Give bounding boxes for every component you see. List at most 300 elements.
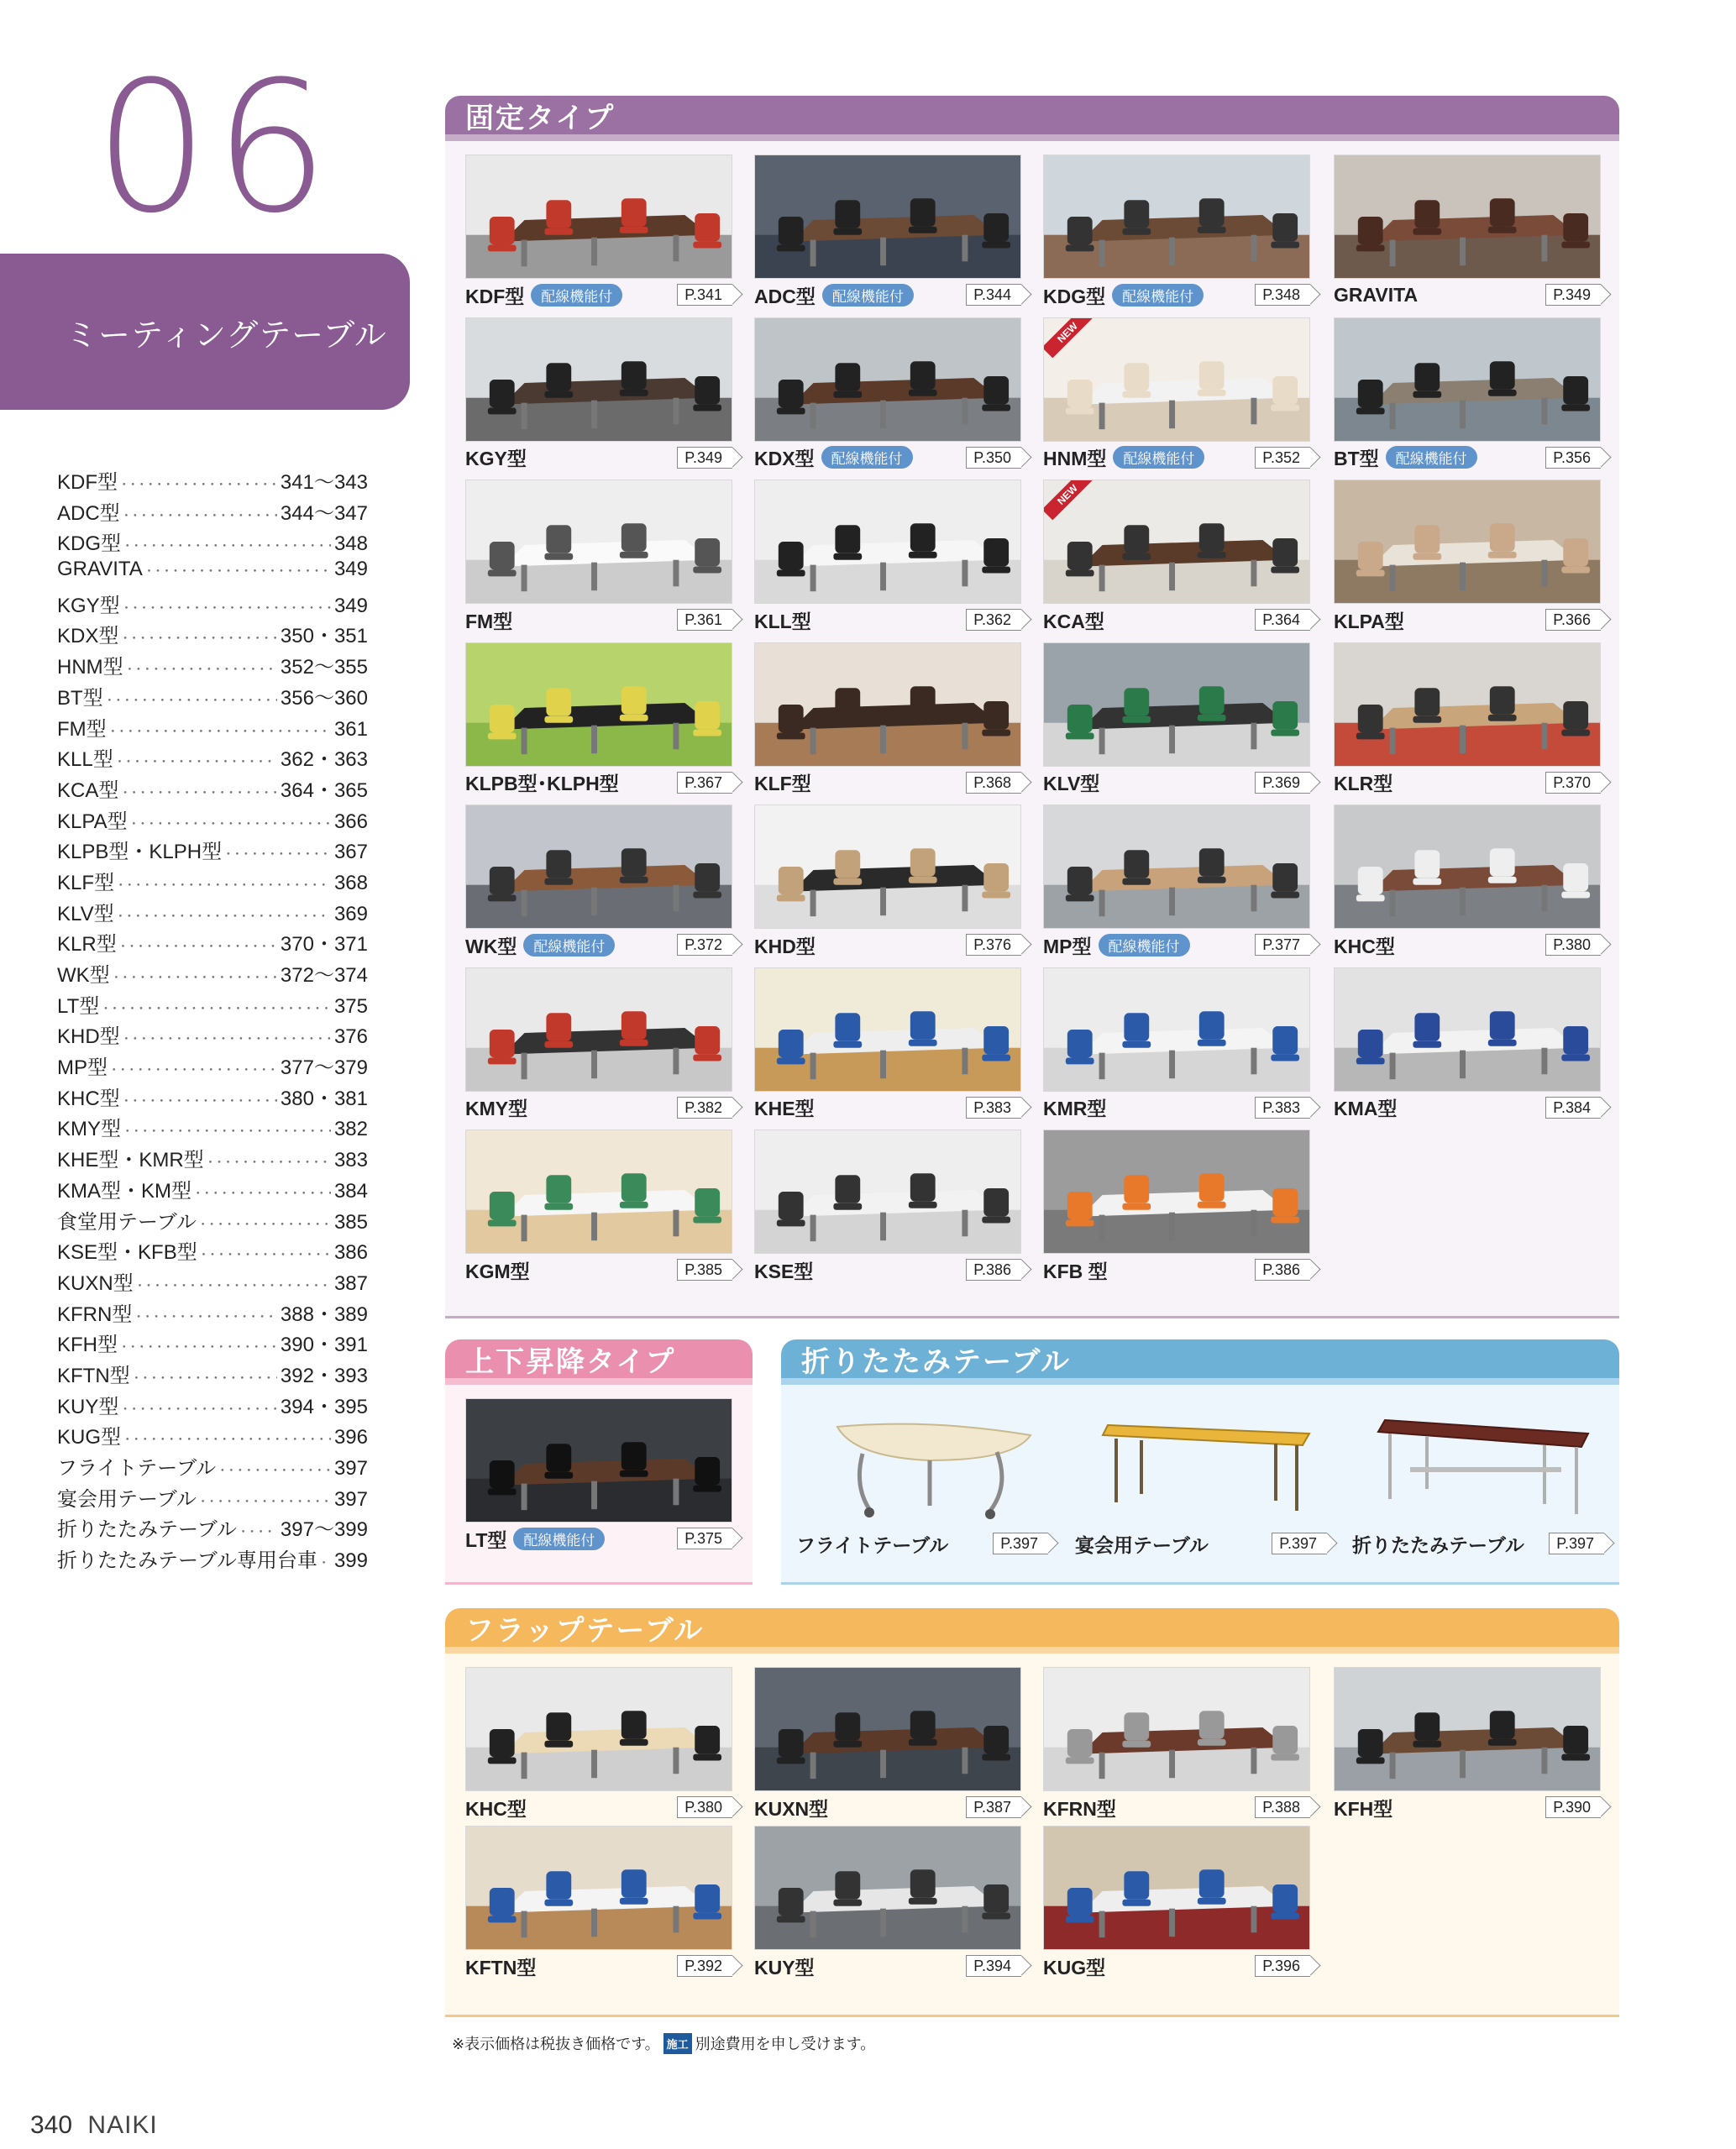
- chair-seat: [693, 729, 721, 736]
- chair-seat: [777, 407, 805, 414]
- product-photo[interactable]: [754, 480, 1021, 604]
- product-photo[interactable]: [754, 1130, 1021, 1254]
- page-reference[interactable]: P.366: [1545, 609, 1601, 631]
- product-card[interactable]: [1334, 642, 1601, 796]
- index-row[interactable]: [57, 1082, 368, 1113]
- wiring-badge: 配線機能付: [513, 1528, 605, 1550]
- chair-back: [1124, 525, 1149, 553]
- product-card[interactable]: [1043, 1130, 1310, 1283]
- product-photo[interactable]: [1043, 317, 1310, 442]
- index-row[interactable]: [57, 465, 368, 496]
- page-reference[interactable]: P.349: [1545, 284, 1601, 306]
- product-caption: [465, 1256, 732, 1283]
- index-row[interactable]: [57, 1205, 368, 1236]
- product-card[interactable]: [754, 642, 1021, 796]
- index-row[interactable]: [57, 1143, 368, 1174]
- product-photo[interactable]: [1352, 1402, 1619, 1528]
- table-leg: [673, 885, 679, 912]
- chair-back: [1563, 376, 1588, 405]
- page-reference[interactable]: P.372: [677, 934, 732, 956]
- product-photo[interactable]: [1334, 967, 1601, 1092]
- table-leg: [1251, 1748, 1256, 1774]
- new-label-text: NEW: [1043, 317, 1093, 358]
- chair-seat: [982, 242, 1010, 249]
- product-card[interactable]: [754, 1826, 1021, 1979]
- chair-seat: [693, 1913, 721, 1920]
- product-caption: [465, 444, 732, 471]
- chair-back: [490, 1888, 515, 1916]
- page-reference[interactable]: P.369: [1255, 772, 1310, 794]
- product-card[interactable]: [1043, 967, 1310, 1121]
- table-leg: [591, 1750, 597, 1779]
- index-row[interactable]: [57, 1328, 368, 1359]
- index-row[interactable]: [57, 1390, 368, 1421]
- index-row[interactable]: [57, 527, 368, 558]
- product-photo[interactable]: [465, 1667, 732, 1791]
- product-caption: [465, 1525, 732, 1552]
- product-caption: [754, 1256, 1021, 1283]
- chair-back: [490, 1030, 515, 1058]
- chair-back: [1563, 863, 1588, 892]
- product-card[interactable]: [1075, 1402, 1327, 1557]
- chair-seat: [1488, 389, 1517, 396]
- product-photo[interactable]: [1334, 480, 1601, 604]
- index-row[interactable]: [57, 1297, 368, 1329]
- chair-seat: [1413, 228, 1441, 235]
- chair-back: [983, 1884, 1009, 1913]
- page-reference[interactable]: P.386: [966, 1259, 1021, 1281]
- index-row[interactable]: [57, 989, 368, 1020]
- product-card[interactable]: [1352, 1402, 1604, 1557]
- page-reference[interactable]: P.397: [993, 1533, 1048, 1554]
- page-reference[interactable]: P.380: [677, 1796, 732, 1818]
- chair-back: [1563, 538, 1588, 567]
- product-card[interactable]: [1334, 967, 1601, 1121]
- section-fixed-title: 固定タイプ: [465, 102, 616, 134]
- page-reference[interactable]: P.384: [1545, 1097, 1601, 1119]
- product-card[interactable]: [1334, 480, 1601, 633]
- table-leg: [1390, 1052, 1396, 1079]
- chair-back: [1067, 380, 1093, 408]
- chair-back: [1067, 1729, 1093, 1758]
- product-card[interactable]: [465, 1130, 732, 1283]
- product-photo[interactable]: [754, 155, 1021, 279]
- page-reference[interactable]: P.349: [677, 447, 732, 469]
- index-name: KHD型: [57, 1025, 120, 1049]
- index-page: 376: [333, 1025, 368, 1049]
- product-card[interactable]: [754, 317, 1021, 471]
- product-model-name: KDF型: [465, 285, 525, 307]
- chair-back: [1563, 213, 1588, 242]
- index-row[interactable]: [57, 835, 368, 866]
- index-row[interactable]: [57, 1482, 368, 1513]
- index-row[interactable]: [57, 1174, 368, 1205]
- page-reference[interactable]: P.388: [1255, 1796, 1310, 1818]
- index-row[interactable]: [57, 619, 368, 650]
- chair-seat: [1413, 1040, 1441, 1047]
- product-photo[interactable]: [1334, 1667, 1601, 1791]
- chair-seat: [1488, 552, 1517, 558]
- index-row[interactable]: [57, 897, 368, 928]
- chair-seat: [833, 1040, 862, 1047]
- chair-seat: [544, 715, 573, 722]
- table-leg: [1099, 565, 1105, 592]
- product-card[interactable]: [796, 1402, 1048, 1557]
- product-photo[interactable]: [1043, 1826, 1310, 1950]
- product-caption: [1334, 1794, 1601, 1821]
- index-row[interactable]: [57, 496, 368, 527]
- index-row[interactable]: [57, 1112, 368, 1143]
- table-leg: [673, 235, 679, 262]
- table-leg: [962, 722, 968, 749]
- product-caption: [1043, 606, 1310, 633]
- index-name: KUXN型: [57, 1271, 134, 1295]
- chair-seat: [1561, 1754, 1590, 1761]
- product-photo[interactable]: [1334, 155, 1601, 279]
- chair-back: [910, 361, 936, 390]
- index-page: 377～379: [280, 1056, 368, 1080]
- product-photo[interactable]: [465, 967, 732, 1092]
- product-photo[interactable]: [1334, 642, 1601, 767]
- index-name: LT型: [57, 994, 100, 1018]
- chair-back: [490, 867, 515, 895]
- table-leg: [880, 563, 886, 591]
- product-model-name: KGY型: [465, 448, 527, 469]
- chair-seat: [777, 1057, 805, 1064]
- page-reference[interactable]: P.387: [966, 1796, 1021, 1818]
- index-row[interactable]: [57, 1019, 368, 1051]
- chair-back: [1067, 867, 1093, 895]
- product-photo[interactable]: [465, 1398, 732, 1523]
- table-leg: [1099, 402, 1105, 429]
- chair-back: [1358, 1729, 1383, 1758]
- index-leader-dots: [131, 815, 331, 832]
- index-row[interactable]: [57, 866, 368, 897]
- index-row[interactable]: [57, 958, 368, 989]
- product-card[interactable]: [465, 642, 732, 796]
- page-reference[interactable]: P.375: [677, 1528, 732, 1549]
- section-folding-body: [781, 1385, 1619, 1585]
- product-caption: [1043, 931, 1310, 958]
- page-reference[interactable]: P.385: [677, 1259, 732, 1281]
- product-photo[interactable]: [1075, 1402, 1342, 1528]
- product-card[interactable]: [754, 1667, 1021, 1821]
- chair-back: [1272, 701, 1298, 730]
- chair-seat: [488, 1916, 517, 1923]
- index-leader-dots: [135, 1308, 277, 1325]
- index-row[interactable]: [57, 1420, 368, 1451]
- index-leader-dots: [123, 599, 331, 616]
- product-photo-illustration: [466, 155, 732, 278]
- chair-seat: [777, 1220, 805, 1227]
- chair-back: [779, 380, 804, 408]
- product-photo[interactable]: [1334, 805, 1601, 929]
- page-reference[interactable]: P.397: [1272, 1533, 1327, 1554]
- product-card[interactable]: [1043, 1826, 1310, 1979]
- product-card[interactable]: [1043, 1667, 1310, 1821]
- table-leg: [880, 1750, 886, 1779]
- product-card[interactable]: [1334, 805, 1601, 958]
- product-caption: [465, 1794, 732, 1821]
- chair-back: [910, 1173, 936, 1202]
- chair-seat: [982, 1913, 1010, 1920]
- product-photo[interactable]: [1043, 480, 1310, 604]
- product-photo[interactable]: [754, 1826, 1021, 1950]
- chair-back: [1067, 1030, 1093, 1058]
- index-row[interactable]: [57, 1512, 368, 1544]
- chair-back: [695, 1026, 720, 1055]
- index-leader-dots: [107, 691, 277, 709]
- index-name: KLF型: [57, 871, 115, 894]
- page-reference[interactable]: P.383: [1255, 1097, 1310, 1119]
- page-reference[interactable]: P.356: [1545, 447, 1601, 469]
- product-photo-illustration: [1044, 318, 1309, 441]
- index-row[interactable]: [57, 1266, 368, 1297]
- chair-back: [695, 213, 720, 242]
- product-photo[interactable]: [1043, 967, 1310, 1092]
- index-row[interactable]: [57, 742, 368, 773]
- table-leg: [1390, 402, 1396, 429]
- product-photo[interactable]: [754, 317, 1021, 442]
- index-leader-dots: [123, 506, 277, 524]
- table-leg: [859, 1452, 1001, 1511]
- index-row[interactable]: [57, 1359, 368, 1390]
- chair-back: [1199, 1869, 1225, 1898]
- chair-seat: [982, 729, 1010, 736]
- chair-seat: [1198, 389, 1226, 396]
- chair-seat: [1561, 892, 1590, 899]
- table-leg: [1169, 1050, 1175, 1078]
- index-row[interactable]: [57, 589, 368, 620]
- product-card[interactable]: [754, 480, 1021, 633]
- product-caption: [465, 1094, 732, 1121]
- index-page: 352～355: [280, 656, 368, 679]
- product-card[interactable]: [1043, 805, 1310, 958]
- chair-seat: [488, 1758, 517, 1764]
- product-caption: [754, 1094, 1021, 1121]
- product-model-name: KFRN型: [1043, 1797, 1116, 1820]
- index-name: KLPA型: [57, 810, 128, 833]
- chair-back: [835, 1013, 860, 1041]
- product-caption: [754, 769, 1021, 796]
- index-row[interactable]: [57, 773, 368, 805]
- index-row[interactable]: [57, 1235, 368, 1266]
- page-reference[interactable]: P.364: [1255, 609, 1310, 631]
- product-photo-illustration: [755, 318, 1020, 441]
- product-card[interactable]: [1334, 1667, 1601, 1821]
- index-row[interactable]: [57, 681, 368, 712]
- page-reference[interactable]: P.352: [1255, 447, 1310, 469]
- chair-back: [835, 525, 860, 553]
- table-leg: [522, 1753, 527, 1779]
- chair-back: [1563, 1726, 1588, 1754]
- chair-back: [779, 1729, 804, 1758]
- product-photo[interactable]: [465, 1130, 732, 1254]
- product-photo[interactable]: [465, 317, 732, 442]
- product-card[interactable]: [465, 1398, 732, 1552]
- product-photo[interactable]: [465, 1826, 732, 1950]
- product-photo-illustration: [1335, 480, 1600, 603]
- index-leader-dots: [122, 629, 277, 647]
- product-photo[interactable]: [754, 967, 1021, 1092]
- product-card[interactable]: [465, 480, 732, 633]
- chair-seat: [833, 1203, 862, 1210]
- table-leg: [880, 1213, 886, 1241]
- chair-back: [779, 1030, 804, 1058]
- product-photo[interactable]: [465, 480, 732, 604]
- chair-seat: [620, 1470, 648, 1477]
- index-row[interactable]: [57, 1051, 368, 1082]
- page-reference[interactable]: P.350: [966, 447, 1021, 469]
- page-reference[interactable]: P.386: [1255, 1259, 1310, 1281]
- product-card[interactable]: [754, 1130, 1021, 1283]
- product-photo[interactable]: [1043, 1130, 1310, 1254]
- chair-back: [695, 1188, 720, 1217]
- chair-seat: [1413, 1741, 1441, 1748]
- index-name: KDX型: [57, 625, 119, 648]
- index-row[interactable]: [57, 650, 368, 681]
- table-leg: [591, 563, 597, 591]
- product-model-name: BT型: [1334, 448, 1379, 469]
- chair-seat: [1198, 1898, 1226, 1905]
- page-reference[interactable]: P.344: [966, 284, 1021, 306]
- table-leg: [1099, 727, 1105, 754]
- product-caption: [754, 444, 1021, 471]
- index-row[interactable]: [57, 927, 368, 958]
- table-leg: [1251, 1047, 1256, 1074]
- product-card[interactable]: [754, 967, 1021, 1121]
- product-photo[interactable]: [754, 642, 1021, 767]
- chair-back: [1272, 863, 1298, 892]
- product-card[interactable]: [754, 805, 1021, 958]
- product-card[interactable]: [465, 805, 732, 958]
- product-photo[interactable]: [1043, 155, 1310, 279]
- product-card[interactable]: [1334, 317, 1601, 471]
- index-name: KLPB型・KLPH型: [57, 841, 223, 864]
- index-row[interactable]: [57, 1544, 368, 1575]
- product-photo[interactable]: [465, 805, 732, 929]
- product-photo-illustration: [1044, 1130, 1309, 1253]
- product-photo[interactable]: [754, 1667, 1021, 1791]
- table-leg: [522, 1215, 527, 1242]
- page-reference[interactable]: P.362: [966, 609, 1021, 631]
- product-card[interactable]: [1043, 155, 1310, 308]
- chair-seat: [488, 245, 517, 252]
- index-leader-dots: [111, 1061, 277, 1078]
- index-name: ADC型: [57, 501, 120, 525]
- product-model-name: GRAVITA: [1334, 283, 1419, 306]
- chair-seat: [544, 1472, 573, 1479]
- table-leg: [1390, 727, 1396, 754]
- chair-back: [983, 701, 1009, 730]
- chair-seat: [544, 553, 573, 560]
- product-card[interactable]: [1043, 642, 1310, 796]
- index-row[interactable]: [57, 712, 368, 743]
- page-reference[interactable]: P.370: [1545, 772, 1601, 794]
- chair-back: [779, 1192, 804, 1220]
- chair-seat: [620, 1898, 648, 1905]
- page-reference[interactable]: P.394: [966, 1955, 1021, 1977]
- product-photo-illustration: [1044, 968, 1309, 1091]
- product-card[interactable]: [465, 1667, 732, 1821]
- product-card[interactable]: [754, 155, 1021, 308]
- index-row[interactable]: [57, 805, 368, 836]
- index-leader-dots: [123, 1092, 277, 1109]
- index-row[interactable]: [57, 558, 368, 589]
- product-card[interactable]: [465, 1826, 732, 1979]
- page-reference[interactable]: P.380: [1545, 934, 1601, 956]
- page-reference[interactable]: P.367: [677, 772, 732, 794]
- chair-seat: [693, 1486, 721, 1492]
- product-card[interactable]: [1043, 317, 1310, 471]
- table-leg: [1541, 1047, 1547, 1074]
- chair-back: [1067, 705, 1093, 733]
- product-card[interactable]: [465, 155, 732, 308]
- product-card[interactable]: [1334, 155, 1601, 308]
- table-leg: [962, 1906, 968, 1933]
- product-card[interactable]: [1043, 480, 1310, 633]
- page-reference[interactable]: P.397: [1549, 1533, 1604, 1554]
- page-reference[interactable]: P.383: [966, 1097, 1021, 1119]
- page-reference[interactable]: P.382: [677, 1097, 732, 1119]
- chair-seat: [1122, 1203, 1151, 1210]
- product-caption: [1334, 931, 1601, 958]
- product-card[interactable]: [465, 317, 732, 471]
- table-leg: [1169, 1213, 1175, 1241]
- index-page: 364・365: [280, 778, 368, 802]
- table-leg: [522, 890, 527, 917]
- page-reference[interactable]: P.396: [1255, 1955, 1310, 1977]
- index-row[interactable]: [57, 1451, 368, 1482]
- product-model-name: KSE型: [754, 1260, 814, 1282]
- product-photo-illustration: [1335, 968, 1600, 1091]
- table-leg: [810, 1911, 816, 1938]
- page-reference[interactable]: P.390: [1545, 1796, 1601, 1818]
- product-photo[interactable]: [1334, 317, 1601, 442]
- chair-back: [490, 1729, 515, 1758]
- chair-back: [1067, 542, 1093, 570]
- page-reference[interactable]: P.376: [966, 934, 1021, 956]
- page-reference[interactable]: P.368: [966, 772, 1021, 794]
- brand-name: NAIKI: [87, 2111, 158, 2139]
- page-reference[interactable]: P.392: [677, 1955, 732, 1977]
- product-model-name: WK型: [465, 935, 517, 957]
- chair-seat: [1356, 1758, 1385, 1764]
- product-photo[interactable]: [465, 155, 732, 279]
- page-reference[interactable]: P.377: [1255, 934, 1310, 956]
- page-reference[interactable]: P.341: [677, 284, 732, 306]
- product-photo[interactable]: [754, 805, 1021, 929]
- chair-seat: [982, 1054, 1010, 1061]
- product-photo[interactable]: [1043, 805, 1310, 929]
- chair-back: [835, 688, 860, 716]
- page-reference[interactable]: P.348: [1255, 284, 1310, 306]
- product-photo[interactable]: [1043, 642, 1310, 767]
- chair-back: [621, 1711, 647, 1739]
- table-leg: [1460, 888, 1466, 916]
- table-leg: [962, 1748, 968, 1774]
- product-card[interactable]: [465, 967, 732, 1121]
- product-photo[interactable]: [465, 642, 732, 767]
- chair-back: [1490, 1711, 1515, 1739]
- page-reference[interactable]: P.361: [677, 609, 732, 631]
- product-photo[interactable]: [796, 1402, 1063, 1528]
- product-photo[interactable]: [1043, 1667, 1310, 1791]
- index-page: 396: [333, 1426, 368, 1449]
- chair-back: [779, 705, 804, 733]
- chair-seat: [1122, 553, 1151, 560]
- table-leg: [962, 397, 968, 424]
